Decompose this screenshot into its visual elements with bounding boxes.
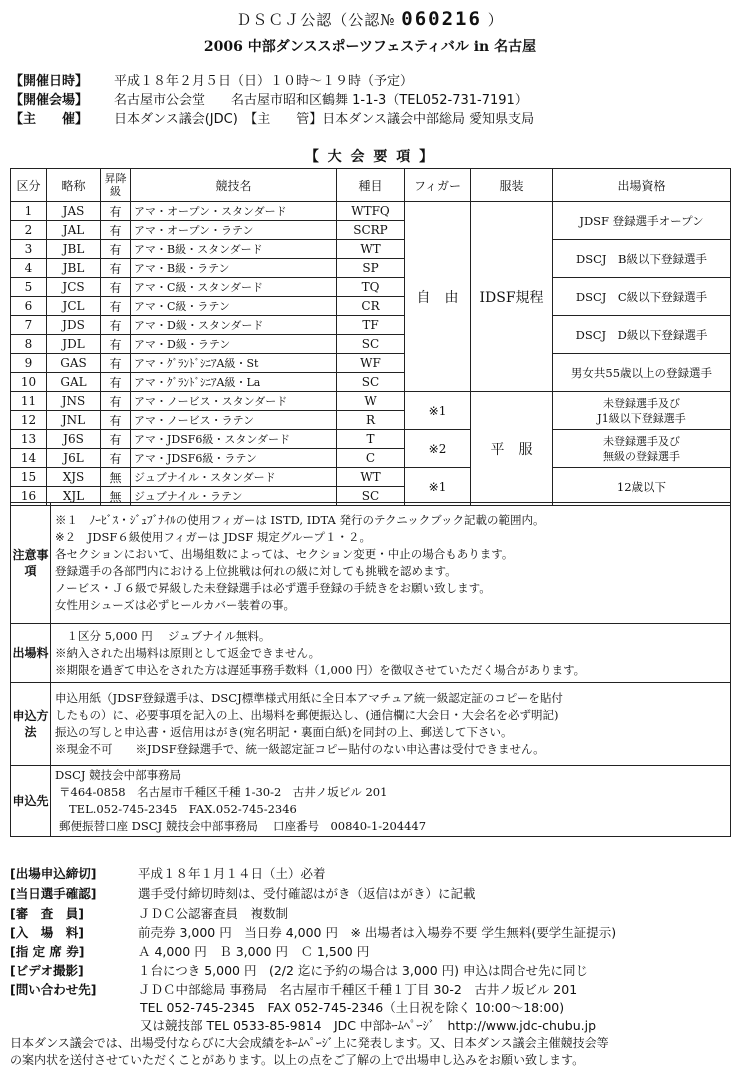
figure-free: 自 由 xyxy=(405,202,471,392)
table-header-row xyxy=(11,169,731,202)
row-dance: SCRP xyxy=(337,221,405,240)
event-title: 2006 中部ダンススポーツフェスティバル in 名古屋 xyxy=(203,39,537,55)
contact-label: [問い合わせ先] xyxy=(10,982,97,997)
closing-line-1: 日本ダンス議会では、出場受付ならびに大会成績をﾎｰﾑﾍﾟｰｼﾞ上に発表します。又、日本ダンス議会主催競技会等 xyxy=(10,1036,609,1050)
judge-value: ＪＤＣ公認審査員 複数制 xyxy=(138,906,289,921)
caution-section xyxy=(11,503,731,624)
info-host-label: 【主 催】 xyxy=(10,112,89,127)
row-updown: 有 xyxy=(101,373,131,392)
fee-section xyxy=(11,624,731,683)
entry-row xyxy=(10,923,734,941)
row-abbr: J6S xyxy=(47,430,101,449)
row-dance: WT xyxy=(337,468,405,487)
table-row xyxy=(11,430,731,449)
caution-line: 各セクションにおいて、出場組数によっては、セクション変更・中止の場合もあります。 xyxy=(55,547,514,561)
header-cell: 競技名 xyxy=(131,169,337,202)
row-no: 10 xyxy=(11,373,47,392)
entry-label: [入 場 料] xyxy=(10,925,84,940)
deadline-label: [出場申込締切] xyxy=(10,866,97,881)
row-dance: WT xyxy=(337,240,405,259)
row-abbr: GAS xyxy=(47,354,101,373)
header-cell: 昇降級 xyxy=(101,169,131,202)
qual-juvenile: 12歳以下 xyxy=(553,468,731,506)
row-updown: 有 xyxy=(101,278,131,297)
fee-line: ※期限を過ぎて申込をされた方は遅延事務手数料（1,000 円）を徴収させていただく場合があります。 xyxy=(55,662,586,677)
row-updown: 有 xyxy=(101,259,131,278)
row-no: 7 xyxy=(11,316,47,335)
row-no: 5 xyxy=(11,278,47,297)
qual-jdsf6-line2: 無級の登録選手 xyxy=(603,449,680,463)
row-updown: 有 xyxy=(101,449,131,468)
header-cell: 区分 xyxy=(11,169,47,202)
row-abbr: JDL xyxy=(47,335,101,354)
sameday-label: [当日選手確認] xyxy=(10,886,97,901)
row-abbr: JAS xyxy=(47,202,101,221)
row-abbr: XJL xyxy=(47,487,101,506)
row-name: アマ・ｸﾞﾗﾝﾄﾞｼﾆｱA級・La xyxy=(131,373,337,392)
row-name: アマ・ノービス・スタンダード xyxy=(131,392,337,411)
row-name: アマ・ｸﾞﾗﾝﾄﾞｼﾆｱA級・St xyxy=(131,354,337,373)
row-updown: 有 xyxy=(101,202,131,221)
qual-c: DSCJ C級以下登録選手 xyxy=(553,278,731,316)
qual-senior: 男女共55歳以上の登録選手 xyxy=(553,354,731,392)
row-no: 13 xyxy=(11,430,47,449)
apply-section xyxy=(11,683,731,766)
row-updown: 有 xyxy=(101,221,131,240)
header-cell: 種目 xyxy=(337,169,405,202)
closing-line-2: の案内状を送付させていただくことがあります。以上の点をご了解の上で出場申し込みをお願い致します。 xyxy=(10,1053,585,1067)
qual-jdsf6 xyxy=(553,430,731,468)
qual-novice-line2: J1級以下登録選手 xyxy=(597,411,686,425)
sameday-row xyxy=(10,884,734,902)
apply-body xyxy=(51,683,731,766)
row-no: 11 xyxy=(11,392,47,411)
row-updown: 無 xyxy=(101,468,131,487)
contact-row xyxy=(10,980,734,998)
row-no: 1 xyxy=(11,202,47,221)
row-dance: WTFQ xyxy=(337,202,405,221)
apply-line: したもの）に、必要事項を記入の上、出場料を郵便振込し、(通信欄に大会日・大会名を必ず明記) xyxy=(55,708,559,722)
row-abbr: JDS xyxy=(47,316,101,335)
info-venue-value: 名古屋市公会堂 名古屋市昭和区鶴舞 1-1-3（TEL052-731-7191） xyxy=(114,93,528,108)
apply-label: 申込方法 xyxy=(11,683,51,766)
row-dance: T xyxy=(337,430,405,449)
contact-tel: TEL 052-745-2345 FAX 052-745-2346（土日祝を除く 10:00～18:00) xyxy=(140,1000,565,1015)
row-updown: 有 xyxy=(101,430,131,449)
cert-prefix: ＤＳＣＪ公認（公認№ xyxy=(236,11,396,29)
row-abbr: JCS xyxy=(47,278,101,297)
info-date xyxy=(10,70,730,89)
destination-body xyxy=(51,766,731,837)
info-venue-label: 【開催会場】 xyxy=(10,93,89,108)
row-updown: 有 xyxy=(101,411,131,430)
judge-row xyxy=(10,904,734,922)
entry-value: 前売券 3,000 円 当日券 4,000 円 ※ 出場者は入場券不要 学生無料(要学生証提示) xyxy=(138,925,617,940)
seat-label: [指 定 席 券] xyxy=(10,944,85,959)
row-no: 15 xyxy=(11,468,47,487)
row-dance: R xyxy=(337,411,405,430)
info-host-value: 日本ダンス議会(JDC) 【主 管】日本ダンス議会中部総局 愛知県支局 xyxy=(114,112,535,127)
destination-line: TEL.052-745-2345 FAX.052-745-2346 xyxy=(69,802,297,816)
dress-plain: 平 服 xyxy=(471,392,553,506)
row-no: 9 xyxy=(11,354,47,373)
row-name: アマ・B級・スタンダード xyxy=(131,240,337,259)
row-dance: C xyxy=(337,449,405,468)
apply-line: ※現金不可 ※JDSF登録選手で、統一級認定証コピー貼付のない申込書は受付できません。 xyxy=(55,742,545,756)
row-dance: SC xyxy=(337,335,405,354)
table-row xyxy=(11,316,731,335)
figure-note-3: ※1 xyxy=(405,468,471,506)
info-date-label: 【開催日時】 xyxy=(10,74,89,89)
fee-line: １区分 5,000 円 ジュブナイル無料。 xyxy=(55,628,271,643)
row-dance: SC xyxy=(337,487,405,506)
destination-label: 申込先 xyxy=(11,766,51,837)
header-cell: 服装 xyxy=(471,169,553,202)
caution-line: ノービス・Ｊ６級で昇級した未登録選手は必ず選手登録の手続きをお願い致します。 xyxy=(55,581,491,595)
apply-line: 振込の写しと申込書・返信用はがき(宛名明記・裏面白紙)を同封の上、郵送して下さい。 xyxy=(55,725,513,739)
info-date-value: 平成１８年２月５日（日）１０時～１９時（予定） xyxy=(114,74,414,89)
info-host xyxy=(10,108,730,127)
row-abbr: GAL xyxy=(47,373,101,392)
table-row xyxy=(11,240,731,259)
row-abbr: JAL xyxy=(47,221,101,240)
table-row xyxy=(11,278,731,297)
section-title: 【 大 会 要 項 】 xyxy=(304,149,436,165)
caution-line: 女性用シューズは必ずヒールカバー装着の事。 xyxy=(55,598,296,612)
cert-number: 060216 xyxy=(401,8,482,30)
certification-header xyxy=(0,8,740,30)
row-name: アマ・ノービス・ラテン xyxy=(131,411,337,430)
row-updown: 無 xyxy=(101,487,131,506)
row-name: アマ・JDSF6級・ラテン xyxy=(131,449,337,468)
row-no: 8 xyxy=(11,335,47,354)
row-dance: SC xyxy=(337,373,405,392)
row-abbr: JBL xyxy=(47,259,101,278)
caution-line: ※２ JDSF６級使用フィガーは JDSF 規定グループ１・２。 xyxy=(55,530,371,544)
row-no: 3 xyxy=(11,240,47,259)
row-dance: SP xyxy=(337,259,405,278)
row-name: アマ・D級・スタンダード xyxy=(131,316,337,335)
row-name: アマ・JDSF6級・スタンダード xyxy=(131,430,337,449)
row-updown: 有 xyxy=(101,392,131,411)
table-row xyxy=(11,468,731,487)
row-updown: 有 xyxy=(101,240,131,259)
row-dance: TF xyxy=(337,316,405,335)
deadline-row xyxy=(10,864,734,882)
cert-suffix: ） xyxy=(487,11,504,29)
video-label: [ビデオ撮影] xyxy=(10,963,84,978)
qual-jdsf6-line1: 未登録選手及び xyxy=(603,434,680,448)
row-no: 2 xyxy=(11,221,47,240)
fee-label: 出場料 xyxy=(11,624,51,683)
row-updown: 有 xyxy=(101,354,131,373)
qual-novice xyxy=(553,392,731,430)
info-venue xyxy=(10,89,730,108)
header-cell: フィガー xyxy=(405,169,471,202)
row-dance: CR xyxy=(337,297,405,316)
qual-b: DSCJ B級以下登録選手 xyxy=(553,240,731,278)
figure-note-1: ※1 xyxy=(405,392,471,430)
row-name: アマ・オープン・ラテン xyxy=(131,221,337,240)
row-no: 4 xyxy=(11,259,47,278)
table-row xyxy=(11,392,731,411)
row-name: アマ・D級・ラテン xyxy=(131,335,337,354)
header-cell: 略称 xyxy=(47,169,101,202)
row-name: アマ・C級・スタンダード xyxy=(131,278,337,297)
video-row xyxy=(10,961,734,979)
row-dance: W xyxy=(337,392,405,411)
destination-line: DSCJ 競技会中部事務局 xyxy=(55,768,182,782)
fee-body xyxy=(51,624,731,683)
contact-alt: 又は競技部 TEL 0533-85-9814 JDC 中部ﾎｰﾑﾍﾟｰｼﾞ http://www.jdc-chubu.jp xyxy=(140,1018,597,1033)
row-dance: TQ xyxy=(337,278,405,297)
figure-note-2: ※2 xyxy=(405,430,471,468)
row-abbr: XJS xyxy=(47,468,101,487)
apply-line: 申込用紙（JDSF登録選手は、DSCJ標準様式用紙に全日本アマチュア統一級認定証のコピーを貼付 xyxy=(55,691,563,705)
row-updown: 有 xyxy=(101,297,131,316)
row-abbr: JNL xyxy=(47,411,101,430)
qual-novice-line1: 未登録選手及び xyxy=(603,396,680,410)
row-abbr: JCL xyxy=(47,297,101,316)
judge-label: [審 査 員] xyxy=(10,906,84,921)
sameday-value: 選手受付締切時刻は、受付確認はがき（返信はがき）に記載 xyxy=(138,886,476,901)
row-name: アマ・オープン・スタンダード xyxy=(131,202,337,221)
contact-value: ＪＤＣ中部総局 事務局 名古屋市千種区千種１丁目 30-2 古井ノ坂ビル 201 xyxy=(138,982,578,997)
row-updown: 有 xyxy=(101,335,131,354)
row-no: 16 xyxy=(11,487,47,506)
seat-row xyxy=(10,942,734,960)
row-no: 12 xyxy=(11,411,47,430)
video-value: １台につき 5,000 円 (2/2 迄に予約の場合は 3,000 円) 申込は問合せ先に同じ xyxy=(138,963,589,978)
caution-line: ※１ ﾉｰﾋﾞｽ・ｼﾞｭﾌﾞﾅｲﾙの使用フィガーは ISTD, IDTA 発行のテクニックブック記載の範囲内。 xyxy=(55,513,545,527)
qual-open: JDSF 登録選手オープン xyxy=(553,202,731,240)
qual-d: DSCJ D級以下登録選手 xyxy=(553,316,731,354)
notes-table xyxy=(10,502,731,837)
table-row xyxy=(11,202,731,221)
row-abbr: JBL xyxy=(47,240,101,259)
row-dance: WF xyxy=(337,354,405,373)
row-abbr: JNS xyxy=(47,392,101,411)
row-no: 14 xyxy=(11,449,47,468)
seat-value: Ａ 4,000 円 Ｂ 3,000 円 Ｃ 1,500 円 xyxy=(138,944,370,959)
destination-section xyxy=(11,766,731,837)
row-name: アマ・C級・ラテン xyxy=(131,297,337,316)
destination-line: 郵便振替口座 DSCJ 競技会中部事務局 口座番号 00840-1-204447 xyxy=(59,819,427,833)
dress-idsf: IDSF規程 xyxy=(471,202,553,392)
fee-line: ※納入された出場料は原則として返金できません。 xyxy=(55,645,321,660)
caution-label: 注意事項 xyxy=(11,503,51,624)
row-name: ジュブナイル・ラテン xyxy=(131,487,337,506)
caution-body xyxy=(51,503,731,624)
destination-line: 〒464-0858 名古屋市千種区千種 1-30-2 古井ノ坂ビル 201 xyxy=(59,785,388,799)
header-cell: 出場資格 xyxy=(553,169,731,202)
row-abbr: J6L xyxy=(47,449,101,468)
row-no: 6 xyxy=(11,297,47,316)
row-name: ジュブナイル・スタンダード xyxy=(131,468,337,487)
table-row xyxy=(11,354,731,373)
deadline-value: 平成１８年１月１４日（土）必着 xyxy=(138,866,326,881)
caution-line: 登録選手の各部門内における上位挑戦は何れの級に対しても挑戦を認めます。 xyxy=(55,564,457,578)
row-name: アマ・B級・ラテン xyxy=(131,259,337,278)
row-updown: 有 xyxy=(101,316,131,335)
events-table xyxy=(10,168,731,506)
